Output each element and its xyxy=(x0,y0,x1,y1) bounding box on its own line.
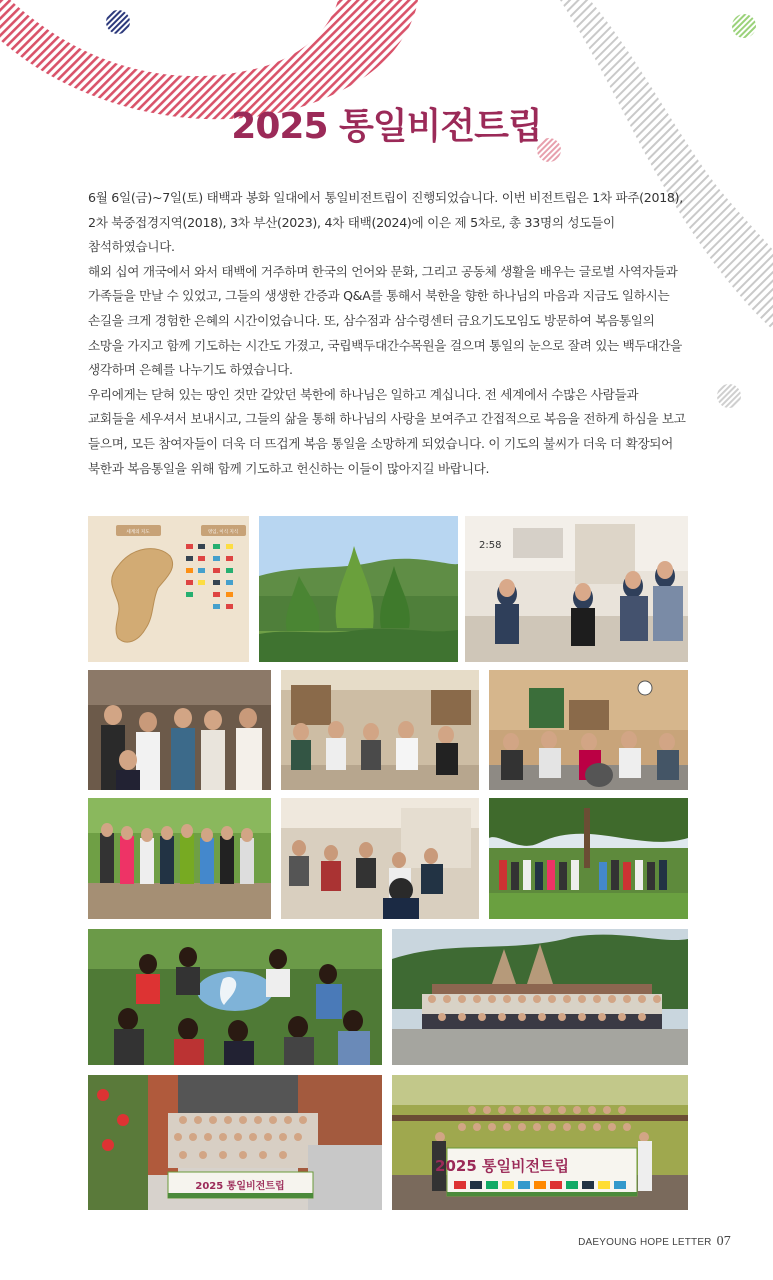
paragraph-2: 해외 십여 개국에서 와서 태백에 거주하며 한국의 언어와 문화, 그리고 공동체 생활을 배우는 글로벌 사역자들과 가족들을 만날 수 있었고, 그들의 생생한 간증과 Q&A를 통해서 북한을 향한 하나님의 마음과 지금도 일하시는 손길을 크게 경험한 은혜의 시간이었습니다. 또, 삼수점과 삼수령센터 금요기도모임도 방문하여 복음통일의 소망을 가지고 함께 기도하는 시간도 가졌고, 국립백두대간수목원을 걸으며 통일의 눈으로 잘려 있는 백두대간을 생각하며 은혜를 나누기도 하였습니다. xyxy=(88,263,682,378)
article-body xyxy=(88,186,688,481)
photo-banner-entrance xyxy=(88,1075,382,1210)
page-number: 07 xyxy=(716,1234,731,1249)
photo-banner-deck xyxy=(392,1075,688,1210)
photo-label-left: 세계의 지도 xyxy=(126,530,150,535)
photo-label-right: 영입, 이식 지식 xyxy=(207,530,239,535)
paragraph-3: 우리에게는 닫혀 있는 땅인 것만 같았던 북한에 하나님은 일하고 계십니다. 전 세계에서 수많은 사람들과 교회들을 세우셔서 보내시고, 그들의 삶을 통해 하나님의 사랑을 보여주고 간접적으로 복음을 전하게 하심을 보고 들으며, 모든 참여자들이 더욱 더 뜨겁게 복음 통일을 소망하게 되었습니다. 이 기도의 불씨가 더욱 더 확장되어 북한과 복음통일을 위해 함께 기도하고 헌신하는 이들이 많아지길 바랍니다. xyxy=(88,386,686,476)
page-title: 2025 통일비전트립 xyxy=(231,106,542,147)
photo-group-reading xyxy=(88,670,271,790)
footer-label: DAEYOUNG HOPE LETTER xyxy=(578,1237,712,1248)
photo-forest-group xyxy=(489,798,688,919)
footer xyxy=(578,1234,731,1250)
photo-deck-group xyxy=(88,798,271,919)
photo-prayer-meeting xyxy=(489,670,688,790)
photo-map-wall xyxy=(88,516,249,662)
clock-text: 2:58 xyxy=(479,540,502,551)
photo-group-outdoor xyxy=(392,929,688,1065)
photo-indoor-talk xyxy=(465,516,688,662)
banner-text-2: 2025 통일비전트립 xyxy=(435,1157,569,1175)
photo-library-meeting xyxy=(281,670,479,790)
photo-garden xyxy=(259,516,458,662)
banner-text-1: 2025 통일비전트립 xyxy=(195,1181,285,1192)
paragraph-1: 6월 6일(금)~7일(토) 태백과 봉화 일대에서 통일비전트립이 진행되었습니다. 이번 비전트립은 1차 파주(2018), 2차 북중접경지역(2018), 3차 부산(2023), 4차 태백(2024)에 이은 제 5차로, 총 33명의 성도들이 참석하였습니다. xyxy=(88,190,683,255)
photo-seated-hall xyxy=(281,798,479,919)
photo-circle-hands xyxy=(88,929,382,1065)
